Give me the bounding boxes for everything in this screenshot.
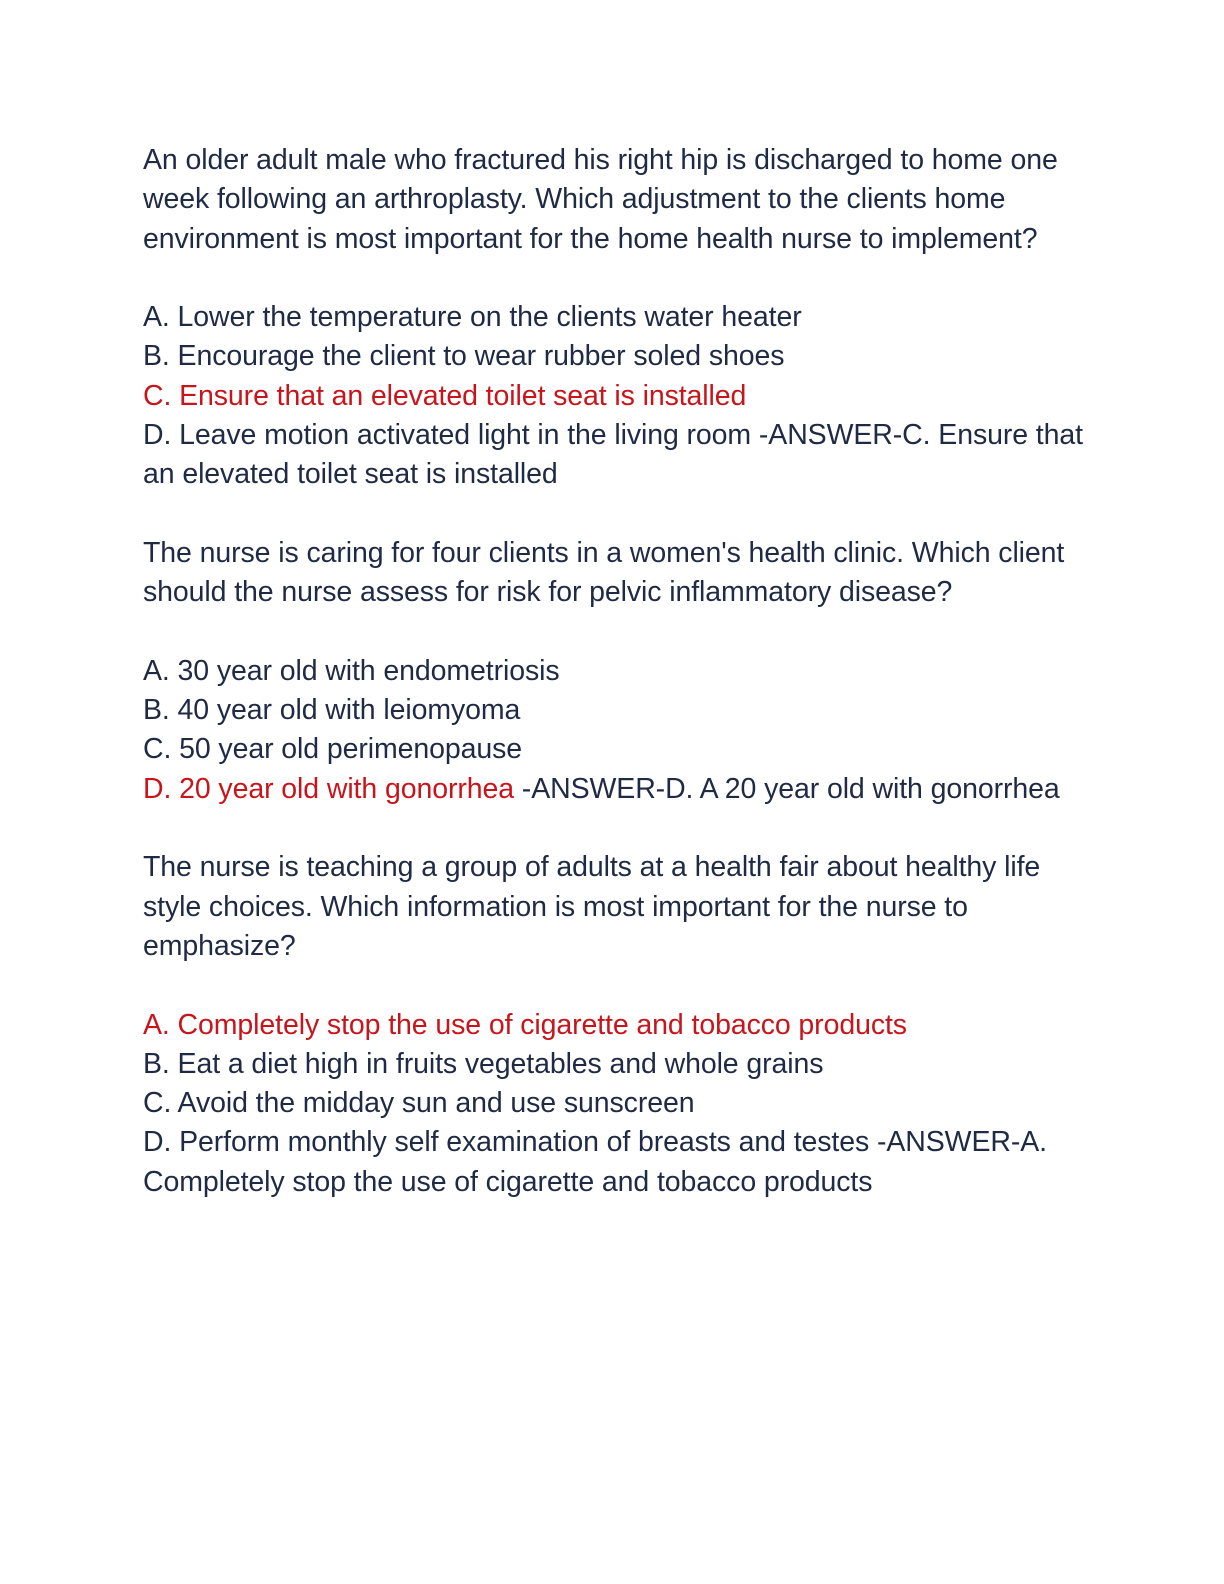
question-3-option-b: B. Eat a diet high in fruits vegetables and whole grains <box>143 1047 824 1080</box>
question-2-option-b: B. 40 year old with leiomyoma <box>143 694 521 727</box>
question-3 <box>143 848 1103 1202</box>
question-3-stem: The nurse is teaching a group of adults at a health fair about healthy life style choices. Which information is most important for the nurse to emphasize? <box>143 851 1048 962</box>
question-3-option-d-with-answer <box>143 1123 1103 1202</box>
question-3-answer: -ANSWER-A. Completely stop the use of cigarette and tobacco products <box>143 1126 1055 1198</box>
document-page <box>143 141 1103 1202</box>
question-2 <box>143 534 1103 809</box>
question-2-option-d-correct: D. 20 year old with gonorrhea <box>143 772 514 805</box>
question-2-option-a: A. 30 year old with endometriosis <box>143 654 560 687</box>
question-1-option-d-with-answer <box>143 416 1103 495</box>
question-3-option-a-correct: A. Completely stop the use of cigarette and tobacco products <box>143 1008 907 1041</box>
question-2-answer: -ANSWER-D. A 20 year old with gonorrhea <box>513 772 1060 805</box>
question-1-stem: An older adult male who fractured his right hip is discharged to home one week following an arthroplasty. Which adjustment to the clients home environment is most important for the home health nurse to implement? <box>143 144 1066 255</box>
question-1-option-d: D. Leave motion activated light in the living room <box>143 419 752 452</box>
question-1-option-c-correct: C. Ensure that an elevated toilet seat is installed <box>143 379 747 412</box>
question-3-option-c: C. Avoid the midday sun and use sunscreen <box>143 1087 695 1120</box>
question-1 <box>143 141 1103 495</box>
question-2-option-d-with-answer <box>143 770 1103 809</box>
question-3-option-d: D. Perform monthly self examination of breasts and testes <box>143 1126 870 1159</box>
spacer <box>143 809 1103 848</box>
spacer <box>143 495 1103 534</box>
question-2-stem: The nurse is caring for four clients in a women's health clinic. Which client should the nurse assess for risk for pelvic inflammatory disease? <box>143 536 1073 609</box>
question-1-answer: -ANSWER-C. Ensure that an elevated toilet seat is installed <box>143 419 1091 491</box>
question-1-option-a: A. Lower the temperature on the clients water heater <box>143 301 802 334</box>
question-2-option-c: C. 50 year old perimenopause <box>143 733 523 766</box>
spacer <box>143 259 1103 298</box>
question-1-option-b: B. Encourage the client to wear rubber soled shoes <box>143 340 785 373</box>
spacer <box>143 613 1103 652</box>
spacer <box>143 966 1103 1005</box>
